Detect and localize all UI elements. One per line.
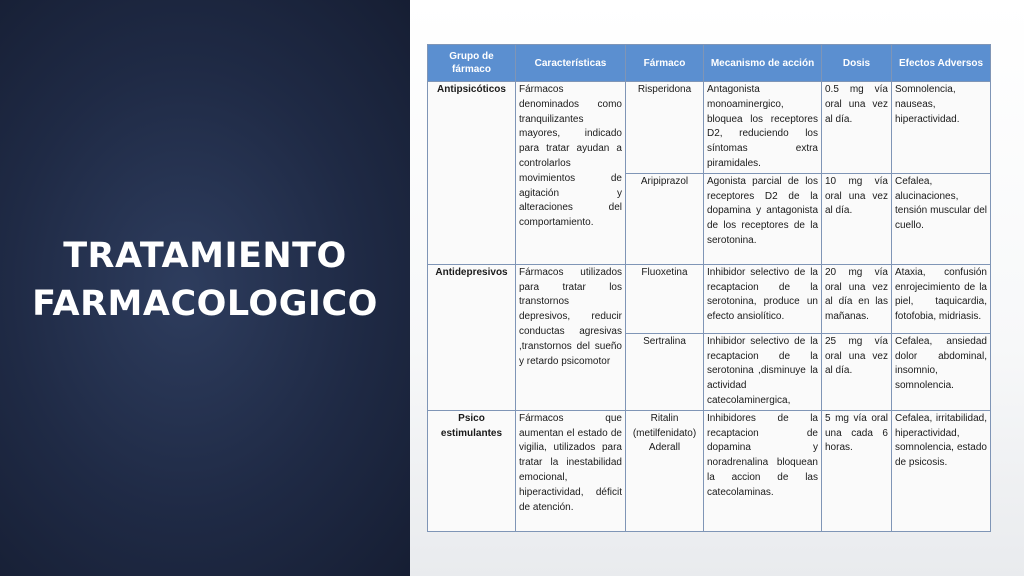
header-mechanism: Mecanismo de acción	[704, 45, 822, 82]
mechanism-cell: Agonista parcial de los receptores D2 de la dopamina y antagonista de los receptores de la serotonina.	[704, 173, 822, 264]
table-row	[428, 410, 991, 531]
effects-cell: Cefalea, ansiedad dolor abdominal, insomnio, somnolencia.	[892, 333, 991, 410]
dose-cell: 25 mg vía oral una vez al día.	[822, 333, 892, 410]
dose-cell: 5 mg vía oral una cada 6 horas.	[822, 410, 892, 531]
effects-cell: Somnolencia, nauseas, hiperactividad.	[892, 82, 991, 174]
treatment-table	[427, 44, 991, 532]
drug-cell: Fluoxetina	[626, 264, 704, 333]
characteristics-cell: Fármacos que aumentan el estado de vigilia, utilizados para tratar la inestabilidad emocional, hiperactividad, déficit de atención.	[516, 410, 626, 531]
header-group: Grupo de fármaco	[428, 45, 516, 82]
drug-cell: Aripiprazol	[626, 173, 704, 264]
dose-cell: 0.5 mg vía oral una vez al día.	[822, 82, 892, 174]
header-dose: Dosis	[822, 45, 892, 82]
mechanism-cell: Antagonista monoaminergico, bloquea los receptores D2, reduciendo los síntomas extra piramidales.	[704, 82, 822, 174]
title-line-2: FARMACOLOGICO	[32, 284, 378, 324]
table-row	[428, 264, 991, 333]
drug-cell: Sertralina	[626, 333, 704, 410]
group-cell: Antidepresivos	[428, 264, 516, 410]
mechanism-cell: Inhibidor selectivo de la recaptacion de la serotonina ,disminuye la actividad catecolaminergica,	[704, 333, 822, 410]
title-panel	[0, 0, 410, 576]
title-line-1: TRATAMIENTO	[63, 236, 347, 276]
characteristics-cell: Fármacos denominados como tranquilizantes mayores, indicado para tratar ayudan a controlarlos movimientos de agitación y alteraciones del comportamiento.	[516, 82, 626, 265]
drug-cell: Ritalin (metilfenidato) Aderall	[626, 410, 704, 531]
effects-cell: Cefalea, irritabilidad, hiperactividad, somnolencia, estado de psicosis.	[892, 410, 991, 531]
table-header-row	[428, 45, 991, 82]
group-cell: Psico estimulantes	[428, 410, 516, 531]
effects-cell: Ataxia, confusión enrojecimiento de la piel, taquicardia, fotofobia, midriasis.	[892, 264, 991, 333]
characteristics-cell: Fármacos utilizados para tratar los transtornos depresivos, reducir conductas agresivas ,transtornos del sueño y retardo psicomotor	[516, 264, 626, 410]
header-characteristics: Características	[516, 45, 626, 82]
table-row	[428, 82, 991, 174]
drug-cell: Risperidona	[626, 82, 704, 174]
effects-cell: Cefalea, alucinaciones, tensión muscular del cuello.	[892, 173, 991, 264]
dose-cell: 10 mg vía oral una vez al día.	[822, 173, 892, 264]
header-effects: Efectos Adversos	[892, 45, 991, 82]
mechanism-cell: Inhibidor selectivo de la recaptacion de la serotonina, produce un efecto ansiolítico.	[704, 264, 822, 333]
header-drug: Fármaco	[626, 45, 704, 82]
slide-title	[0, 232, 410, 328]
group-cell: Antipsicóticos	[428, 82, 516, 265]
mechanism-cell: Inhibidores de la recaptacion de dopamina y noradrenalina bloquean la accion de las catecolaminas.	[704, 410, 822, 531]
dose-cell: 20 mg vía oral una vez al día en las mañanas.	[822, 264, 892, 333]
